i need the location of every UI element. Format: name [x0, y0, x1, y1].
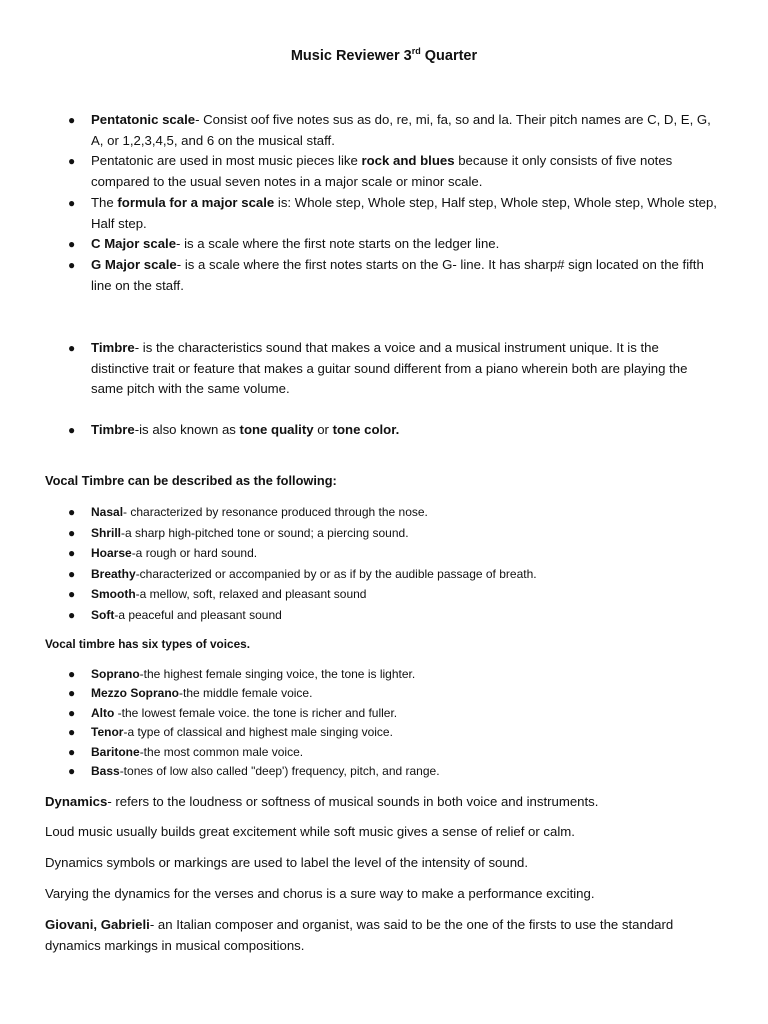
list-item: ● Tenor-a type of classical and highest male singing voice.	[68, 723, 718, 742]
list-item: ● Timbre- is the characteristics sound that makes a voice and a musical instrument unique. It is the distinctive trait or feature that makes a guitar sound different from a piano wherein both are playing the same pitch with the same volume.	[68, 340, 688, 397]
bullet-icon: ●	[68, 423, 76, 437]
dynamics-paragraph: Loud music usually builds great excitement while soft music gives a sense of relief or calm.	[45, 824, 575, 839]
bullet-icon: ●	[68, 607, 76, 622]
list-item: ● The formula for a major scale is: Whole step, Whole step, Half step, Whole step, Whole step, Whole step, Half step.	[68, 194, 717, 231]
vocal-timbre-list	[68, 502, 718, 626]
list-item: ● Hoarse-a rough or hard sound.	[68, 543, 718, 564]
bullet-icon: ●	[68, 705, 76, 720]
dynamics-paragraph: Varying the dynamics for the verses and chorus is a sure way to make a performance exciting.	[45, 886, 595, 901]
list-item: ● Breathy-characterized or accompanied by or as if by the audible passage of breath.	[68, 564, 718, 585]
list-item: ● Nasal- characterized by resonance produced through the nose.	[68, 502, 718, 523]
list-item: ● Alto -the lowest female voice. the tone is richer and fuller.	[68, 704, 718, 723]
list-item: ● Pentatonic scale- Consist oof five notes sus as do, re, mi, fa, so and la. Their pitch names are C, D, E, G, A, or 1,2,3,4,5, and 6 on the musical staff.	[68, 112, 711, 148]
list-item: ● Baritone-the most common male voice.	[68, 743, 718, 762]
list-item: ● Timbre-is also known as tone quality or tone color.	[68, 420, 718, 441]
voice-types-list	[68, 665, 718, 781]
bullet-icon: ●	[68, 195, 76, 210]
bullet-icon: ●	[68, 505, 76, 519]
scale-list	[68, 110, 718, 296]
gabrieli-paragraph: Giovani, Gabrieli- an Italian composer and organist, was said to be the one of the firsts to use the standard dynamics markings in musical compositions.	[45, 917, 674, 953]
voice-types-heading: Vocal timbre has six types of voices.	[45, 637, 250, 651]
timbre-aka-list	[68, 420, 718, 441]
bullet-icon: ●	[68, 764, 76, 779]
bullet-icon: ●	[68, 686, 76, 701]
list-item: ● Shrill-a sharp high-pitched tone or sound; a piercing sound.	[68, 523, 718, 544]
bullet-icon: ●	[68, 113, 76, 127]
bullet-icon: ●	[68, 546, 76, 561]
bullet-icon: ●	[68, 667, 76, 681]
bullet-icon: ●	[68, 744, 76, 759]
timbre-list	[68, 338, 718, 400]
list-item: ● G Major scale- is a scale where the first notes starts on the G- line. It has sharp# sign located on the fifth line on the staff.	[68, 256, 704, 293]
bullet-icon: ●	[68, 587, 76, 602]
list-item: ● C Major scale- is a scale where the first note starts on the ledger line.	[68, 234, 718, 255]
page-title: Music Reviewer 3rd Quarter	[290, 46, 478, 64]
list-item: ● Mezzo Soprano-the middle female voice.	[68, 684, 718, 703]
dynamics-paragraph: Dynamics symbols or markings are used to label the level of the intensity of sound.	[45, 855, 529, 870]
list-item: ● Smooth-a mellow, soft, relaxed and pleasant sound	[68, 584, 718, 605]
bullet-icon: ●	[68, 566, 76, 581]
bullet-icon: ●	[68, 341, 76, 355]
dynamics-definition: Dynamics- refers to the loudness or softness of musical sounds in both voice and instruments.	[45, 794, 599, 809]
bullet-icon: ●	[68, 525, 76, 540]
list-item: ● Soft-a peaceful and pleasant sound	[68, 605, 718, 626]
list-item: ● Bass-tones of low also called "deep') frequency, pitch, and range.	[68, 762, 718, 781]
vocal-timbre-heading: Vocal Timbre can be described as the following:	[45, 473, 337, 488]
list-item: ● Pentatonic are used in most music pieces like rock and blues because it only consists of five notes compared to the usual seven notes in a major scale or minor scale.	[68, 153, 673, 190]
bullet-icon: ●	[68, 237, 76, 252]
bullet-icon: ●	[68, 725, 76, 740]
list-item: ● Soprano-the highest female singing voice, the tone is lighter.	[68, 665, 718, 684]
bullet-icon: ●	[68, 257, 76, 272]
bullet-icon: ●	[68, 154, 76, 169]
